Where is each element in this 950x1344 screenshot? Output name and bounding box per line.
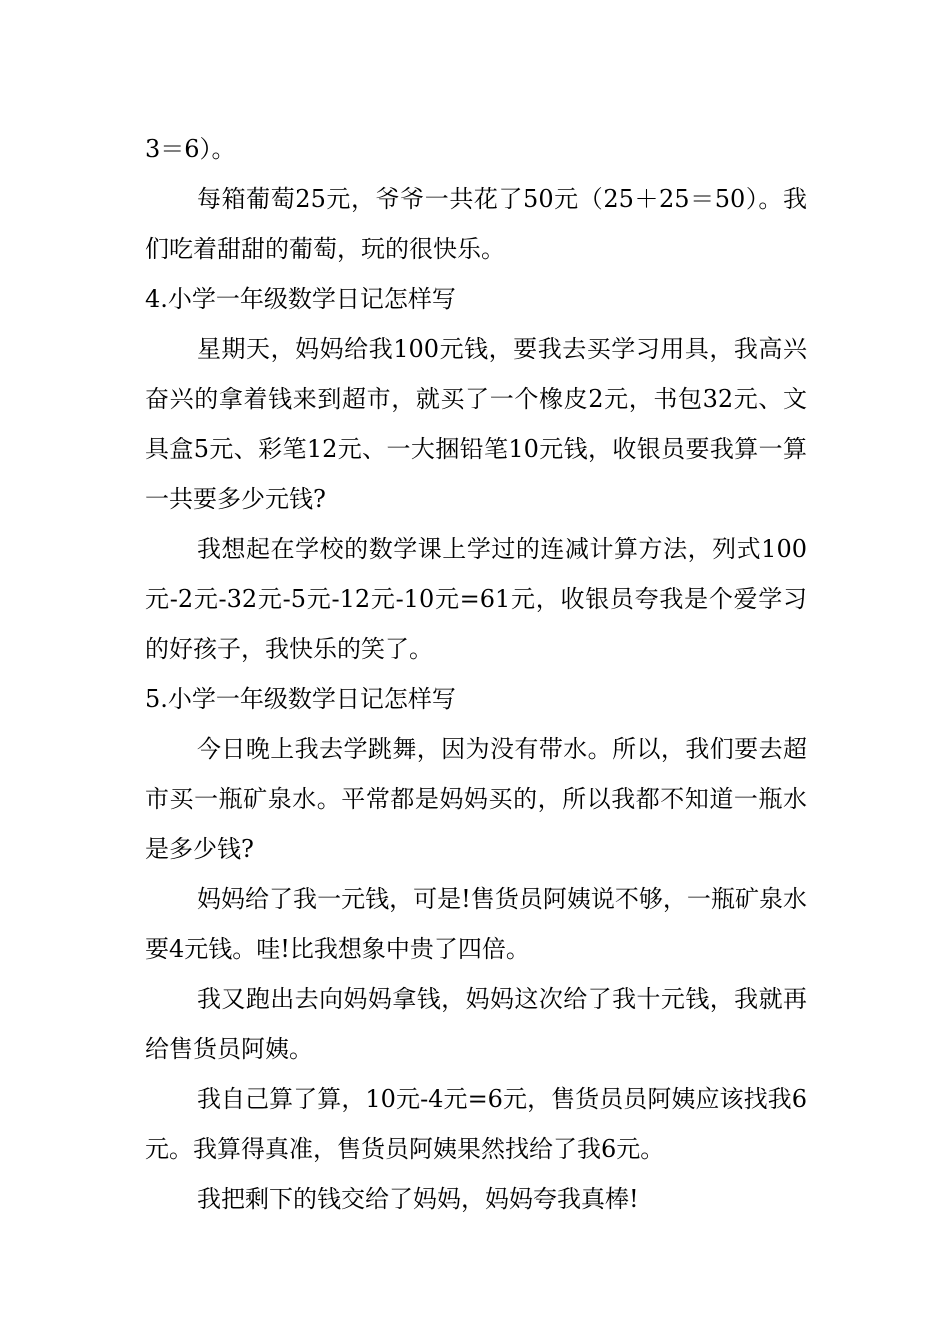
paragraph-shopping-supplies: 星期天，妈妈给我100元钱，要我去买学习用具，我高兴奋兴的拿着钱来到超市，就买了一个橡皮2元，书包32元、文具盒5元、彩笔12元、一大捆铅笔10元钱，收银员要我算一算一共要多少元钱? bbox=[145, 335, 807, 513]
paragraph-not-enough-money: 妈妈给了我一元钱，可是!售货员阿姨说不够，一瓶矿泉水要4元钱。哇!比我想象中贵了四倍。 bbox=[145, 885, 807, 963]
paragraph-buy-water: 今日晚上我去学跳舞，因为没有带水。所以，我们要去超市买一瓶矿泉水。平常都是妈妈买的，所以我都不知道一瓶水是多少钱? bbox=[145, 735, 807, 863]
paragraph-subtraction-calc: 我想起在学校的数学课上学过的连减计算方法，列式100元-2元-32元-5元-12元-10元=61元，收银员夸我是个爱学习的好孩子，我快乐的笑了。 bbox=[145, 535, 807, 663]
paragraph-change-calc: 我自己算了算，10元-4元=6元，售货员员阿姨应该找我6元。我算得真准，售货员阿姨果然找给了我6元。 bbox=[145, 1085, 807, 1163]
paragraph-ten-yuan: 我又跑出去向妈妈拿钱，妈妈这次给了我十元钱，我就再给售货员阿姨。 bbox=[145, 985, 807, 1063]
section-heading-4: 4.小学一年级数学日记怎样写 bbox=[145, 285, 456, 313]
paragraph-grapes-cost: 每箱葡萄25元，爷爷一共花了50元（25＋25＝50）。我们吃着甜甜的葡萄，玩的很快乐。 bbox=[145, 185, 807, 263]
paragraph-conclusion: 我把剩下的钱交给了妈妈，妈妈夸我真棒! bbox=[197, 1185, 639, 1213]
document-body bbox=[145, 124, 807, 1224]
section-heading-5: 5.小学一年级数学日记怎样写 bbox=[145, 685, 456, 713]
paragraph-continuation: 3＝6）。 bbox=[145, 135, 236, 163]
